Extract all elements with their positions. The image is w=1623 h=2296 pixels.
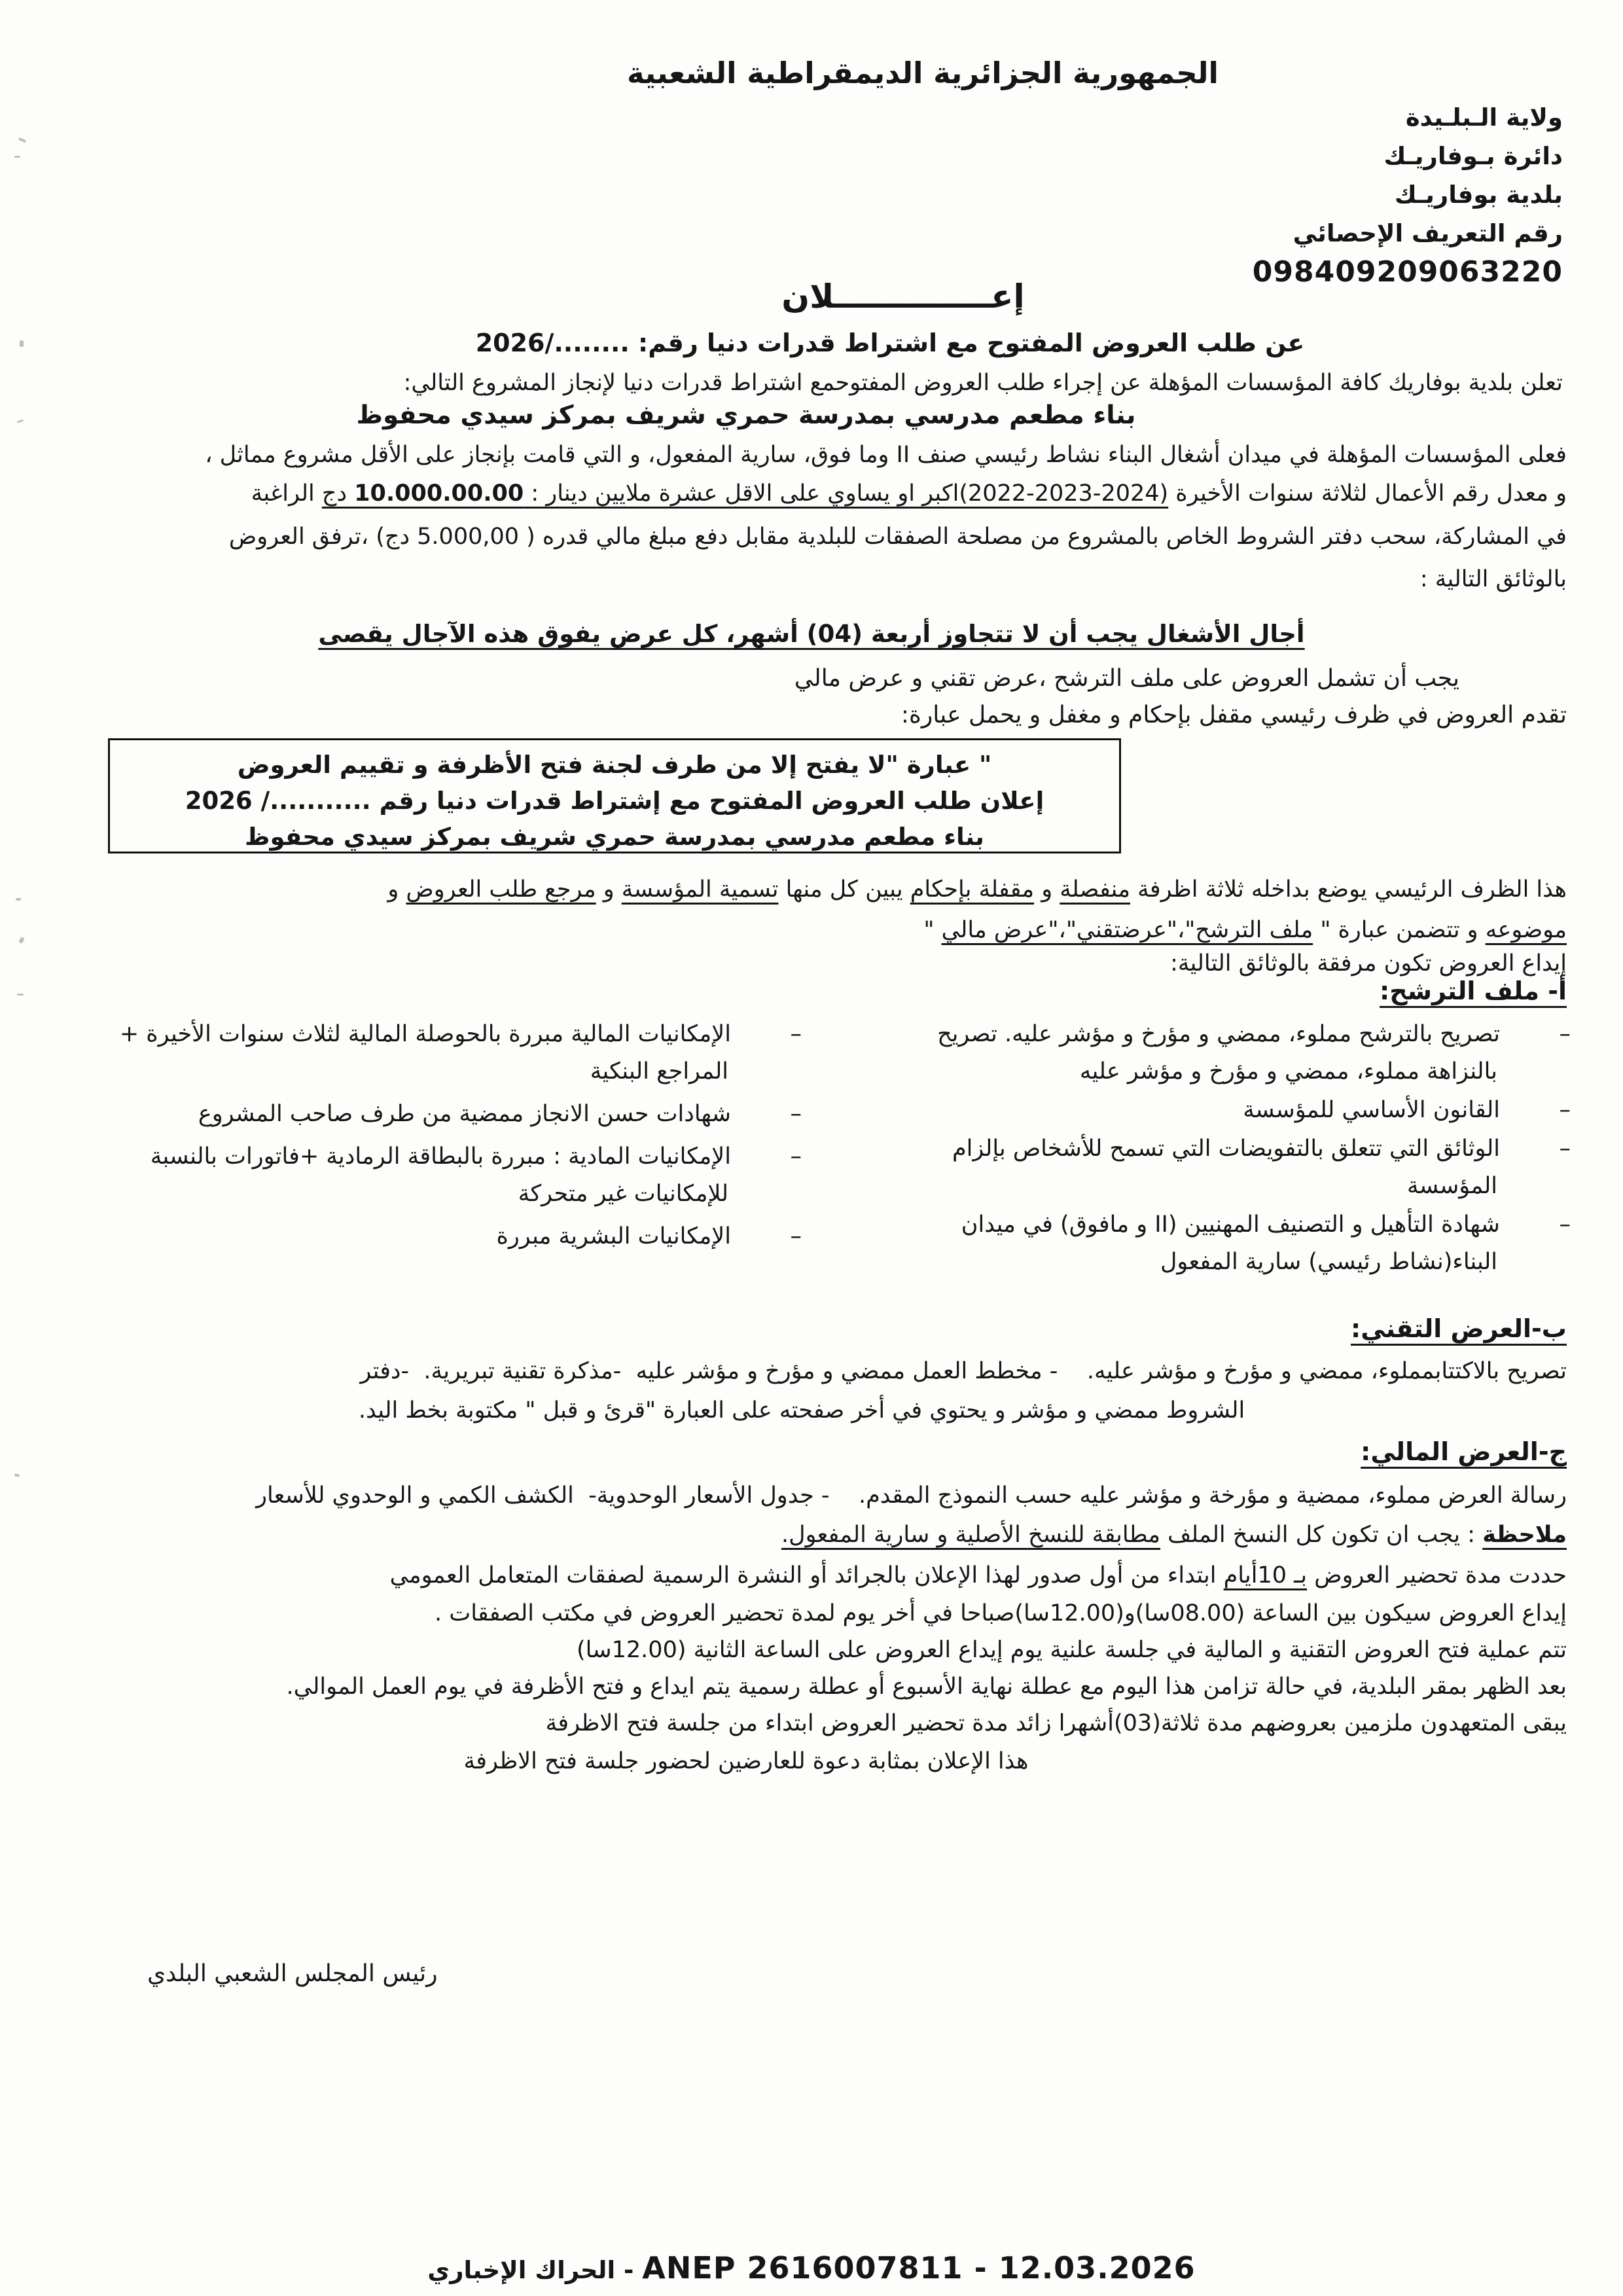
deposit-documents-line: إيداع العروض تكون مرفقة بالوثائق التالية: xyxy=(1170,950,1567,977)
list-item: –الوثائق التي تتعلق بالتفويضات التي تسمح للأشخاص بإلزام المؤسسة xyxy=(897,1130,1571,1205)
financial-offer-heading: ج-العرض المالي: xyxy=(1361,1437,1567,1466)
opening-session-line: تتم عملية فتح العروض التقنية و المالية في جلسة علنية يوم إيداع العروض على الساعة الثانية (12.00سا) xyxy=(576,1637,1567,1663)
envelope-detail-line-2: موضوعه و تتضمن عبارة " ملف الترشح"،"عرضتقني"،"عرض مالي " xyxy=(923,917,1567,943)
envelope-instruction-line: تقدم العروض في ظرف رئيسي مقفل بإحكام و مغفل و يحمل عبارة: xyxy=(901,702,1567,728)
turnover-amount: 10.000.00.00 xyxy=(354,480,524,507)
deposit-time-line: إيداع العروض سيكون بين الساعة (08.00سا)و(12.00سا)صباحا في أخر يوم لمدة تحضير العروض في مكتب الصفقات . xyxy=(435,1600,1567,1626)
commune-line: بلدية بوفاريـك xyxy=(1394,181,1563,209)
scan-artifact xyxy=(14,1473,20,1477)
scan-artifact xyxy=(18,937,25,944)
validity-line: يبقى المتعهدون ملزمين بعروضهم مدة ثلاثة(03)أشهرا زائد مدة تحضير العروض ابتداء من جلسة فتح الاظرفة xyxy=(545,1710,1567,1736)
anep-reference: ANEP 2616007811 - 12.03.2026 xyxy=(642,2250,1196,2286)
turnover-post: الراغبة xyxy=(251,480,322,507)
scan-artifact xyxy=(14,156,20,158)
footer-line xyxy=(0,2250,1623,2286)
turnover-pre: و معدل رقم الأعمال لثلاثة سنوات الأخيرة xyxy=(1168,480,1567,507)
announcement-title: إعــــــــــــــلان xyxy=(781,278,1025,315)
list-item: –شهادات حسن الانجاز ممضية من طرف صاحب المشروع xyxy=(82,1096,802,1133)
list-item: –شهادة التأهيل و التصنيف المهنيين (II و مافوق) في ميدان البناء(نشاط رئيسي) سارية المفعول xyxy=(897,1206,1571,1281)
project-title: بناء مطعم مدرسي بمدرسة حمري شريف بمركز سيدي محفوظ xyxy=(356,401,1136,430)
page-title: الجمهورية الجزائرية الديمقراطية الشعبية xyxy=(627,56,1219,90)
candidacy-file-heading: أ- ملف الترشح: xyxy=(1380,977,1567,1005)
wilaya-line: ولاية الـبلـيدة xyxy=(1405,103,1563,132)
list-item: –القانون الأساسي للمؤسسة xyxy=(897,1092,1571,1129)
note-line: ملاحظة : يجب ان تكون كل النسخ الملف مطابقة للنسخ الأصلية و سارية المفعول. xyxy=(781,1522,1567,1548)
works-deadline-line: أجال الأشغال يجب أن لا تتجاوز أربعة (04) أشهر، كل عرض يفوق هذه الآجال يقصى xyxy=(318,620,1305,648)
offers-include-line: يجب أن تشمل العروض على ملف الترشح ،عرض تقني و عرض مالي xyxy=(794,665,1459,692)
nif-label: رقم التعريف الإحصائي xyxy=(1293,219,1563,247)
signature-title: رئيس المجلس الشعبي البلدي xyxy=(147,1960,438,1987)
dash-marker: – xyxy=(790,1021,802,1047)
dash-marker: – xyxy=(790,1223,802,1249)
prep-duration-line: حددت مدة تحضير العروض بـ 10أيام ابتداء من أول صدور لهذا الإعلان بالجرائد أو النشرة الرسمية لصفقات المتعامل العمومي xyxy=(389,1562,1567,1588)
daira-line: دائرة بـوفاريـك xyxy=(1383,142,1563,170)
nif-value: 098409209063220 xyxy=(1252,255,1563,289)
footer-publisher: الحراك الإخباري xyxy=(427,2256,616,2284)
envelope-detail-line-1: هذا الظرف الرئيسي يوضع بداخله ثلاثة اظرفة منفصلة و مقفلة بإحكام يبين كل منها تسمية المؤسسة و مرجع طلب العروض و xyxy=(387,876,1567,903)
invitation-line: هذا الإعلان بمثابة دعوة للعارضين لحضور جلسة فتح الاظرفة xyxy=(463,1748,1029,1774)
footer-separator: - xyxy=(615,2256,643,2284)
technical-offer-heading: ب-العرض التقني: xyxy=(1351,1314,1567,1343)
technical-line-2: الشروط ممضي و مؤشر و يحتوي في أخر صفحته على العبارة "قرئ و قبل " مكتوبة بخط اليد. xyxy=(358,1397,1245,1424)
list-item: –تصريح بالترشح مملوء، ممضي و مؤرخ و مؤشر عليه. تصريح بالنزاهة مملوء، ممضي و مؤرخ و مؤشر عليه xyxy=(897,1016,1571,1090)
dash-marker: – xyxy=(1559,1211,1571,1238)
eligibility-line-2 xyxy=(77,476,1567,511)
announcement-subtitle: عن طلب العروض المفتوح مع اشتراط قدرات دنيا رقم: ......../2026 xyxy=(475,329,1305,357)
admin-header-block xyxy=(1253,98,1563,291)
box-line-3: بناء مطعم مدرسي بمدرسة حمري شريف بمركز سيدي محفوظ xyxy=(245,823,984,851)
intro-line: تعلن بلدية بوفاريك كافة المؤسسات المؤهلة عن إجراء طلب العروض المفتوحمع اشتراط قدرات دنيا لإنجاز المشروع التالي: xyxy=(403,370,1563,396)
box-line-2: إعلان طلب العروض المفتوح مع إشتراط قدرات دنيا رقم .........../ 2026 xyxy=(185,787,1044,815)
dash-marker: – xyxy=(790,1101,802,1127)
scan-artifact xyxy=(17,994,24,996)
candidacy-list-right xyxy=(897,1016,1571,1282)
technical-line-1: تصريح بالاكتتابمملوء، ممضي و مؤرخ و مؤشر عليه. - مخطط العمل ممضي و مؤرخ و مؤشر عليه -مذكرة تقنية تبريرية. -دفتر xyxy=(360,1358,1567,1384)
scan-artifact xyxy=(20,340,24,347)
box-line-1: " عبارة "لا يفتح إلا من طرف لجنة فتح الأظرفة و تقييم العروض xyxy=(237,751,992,779)
turnover-underlined: (2024-2023-2022)اكبر او يساوي على الاقل عشرة ملايين دينار : 10.000.00.00 دج xyxy=(321,480,1169,507)
eligibility-line-3: في المشاركة، سحب دفتر الشروط الخاص بالمشروع من مصلحة الصفقات للبلدية مقابل دفع مبلغ مالي قدره ( 5.000,00 دج) ،ترفق العروض xyxy=(228,524,1567,550)
financial-line-1: رسالة العرض مملوء، ممضية و مؤرخة و مؤشر عليه حسب النموذج المقدم. - جدول الأسعار الوحدوية- الكشف الكمي و الوحدوي للأسعار xyxy=(256,1482,1567,1509)
dash-marker: – xyxy=(1559,1136,1571,1162)
dash-marker: – xyxy=(790,1143,802,1170)
afternoon-holiday-line: بعد الظهر بمقر البلدية، في حالة تزامن هذا اليوم مع عطلة نهاية الأسبوع أو عطلة رسمية يتم ايداع و فتح الأظرفة في يوم العمل الموالي. xyxy=(286,1674,1567,1700)
list-item: –الإمكانيات البشرية مبررة xyxy=(82,1218,802,1255)
list-item: –الإمكانيات المالية مبررة بالحوصلة المالية لثلاث سنوات الأخيرة + المراجع البنكية xyxy=(82,1016,802,1090)
envelope-quote-box xyxy=(108,738,1121,853)
eligibility-line-4: بالوثائق التالية : xyxy=(1419,566,1567,592)
note-label: ملاحظة xyxy=(1482,1522,1567,1548)
candidacy-list-left xyxy=(82,1016,802,1261)
dash-marker: – xyxy=(1559,1021,1571,1047)
scan-artifact xyxy=(18,137,27,143)
scan-artifact xyxy=(16,898,21,901)
list-item: –الإمكانيات المادية : مبررة بالبطاقة الرمادية +فاتورات بالنسبة للإمكانيات غير متحركة xyxy=(82,1138,802,1213)
dash-marker: – xyxy=(1559,1097,1571,1123)
eligibility-line-1: فعلى المؤسسات المؤهلة في ميدان أشغال البناء نشاط رئيسي صنف II وما فوق، سارية المفعول، و التي قامت بإنجاز على الأقل مشروع مماثل ، xyxy=(205,442,1567,468)
